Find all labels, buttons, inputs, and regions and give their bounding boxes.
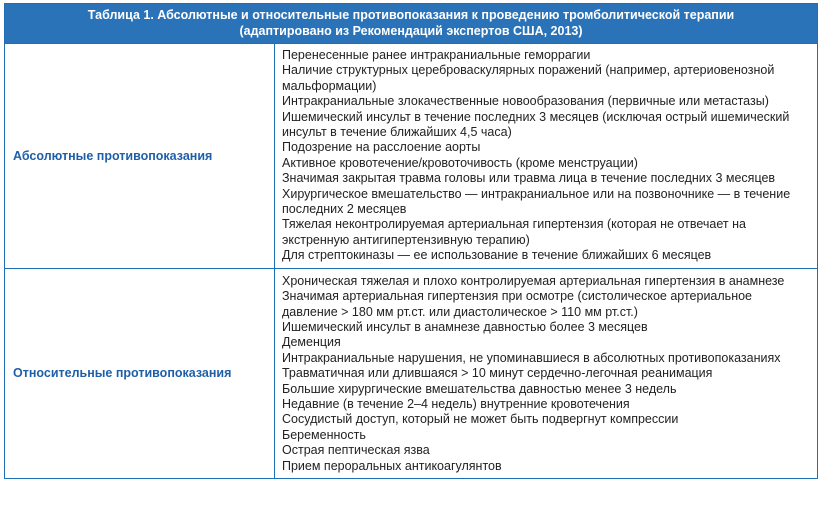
list-item: Сосудистый доступ, который не может быть подвергнут компрессии: [282, 412, 679, 427]
list-item: Перенесенные ранее интракраниальные геморрагии: [282, 48, 591, 62]
list-item: Острая пептическая язва: [282, 443, 430, 458]
list-item: Ишемический инсульт в анамнезе давностью более 3 месяцев: [282, 319, 648, 334]
row-label-cell: [5, 44, 275, 268]
row-label-cell: [5, 269, 275, 478]
row-label-relative: Относительные противопоказания: [13, 366, 232, 381]
row-items-cell: [275, 44, 817, 268]
list-item: Интракраниальные нарушения, не упоминавшиеся в абсолютных противопоказаниях: [282, 350, 781, 365]
list-item: Хроническая тяжелая и плохо контролируемая артериальная гипертензия в анамнезе: [282, 273, 785, 288]
list-item: Значимая артериальная гипертензия при осмотре (систолическое артериальное давление > 180 мм рт.ст. или диастолическое > 110 мм рт.ст.): [282, 289, 753, 319]
list-item: Прием пероральных антикоагулянтов: [282, 458, 502, 473]
contraindications-table: [4, 3, 818, 479]
list-item: Хирургическое вмешательство — интракраниальное или на позвоночнике — в течение последних 2 месяцев: [282, 186, 791, 217]
list-item: Ишемический инсульт в течение последних 3 месяцев (исключая острый ишемический инсульт в течение ближайших 4,5 часа): [282, 109, 790, 140]
list-item: Тяжелая неконтролируемая артериальная гипертензия (которая не отвечает на экстренную антигипертензивную терапию): [282, 217, 746, 247]
row-label-absolute: Абсолютные противопоказания: [13, 148, 213, 163]
list-item: Беременность: [282, 427, 366, 442]
list-item: Деменция: [282, 335, 341, 350]
list-item: Значимая закрытая травма головы или травма лица в течение последних 3 месяцев: [282, 171, 776, 186]
list-item: Интракраниальные злокачественные новообразования (первичные или метастазы): [282, 94, 769, 109]
list-item: Недавние (в течение 2–4 недель) внутренние кровотечения: [282, 396, 630, 411]
table-row-relative: [5, 268, 817, 478]
caption-subtitle: (адаптировано из Рекомендаций экспертов США, 2013): [239, 24, 583, 38]
list-item: Активное кровотечение/кровоточивость (кроме менструации): [282, 155, 638, 170]
table-caption: [5, 4, 817, 43]
list-item: Наличие структурных цереброваскулярных поражений (например, артериовенозной мальформации): [282, 63, 775, 93]
caption-title: Таблица 1. Абсолютные и относительные противопоказания к проведению тромболитической терапии: [87, 8, 735, 22]
list-item: Большие хирургические вмешательства давностью менее 3 недель: [282, 381, 677, 396]
list-item: Для стрептокиназы — ее использование в течение ближайших 6 месяцев: [282, 248, 712, 263]
list-item: Подозрение на расслоение аорты: [282, 140, 481, 155]
table-row-absolute: [5, 43, 817, 268]
list-item: Травматичная или длившаяся > 10 минут сердечно-легочная реанимация: [282, 366, 713, 381]
row-items-cell: [275, 269, 817, 478]
